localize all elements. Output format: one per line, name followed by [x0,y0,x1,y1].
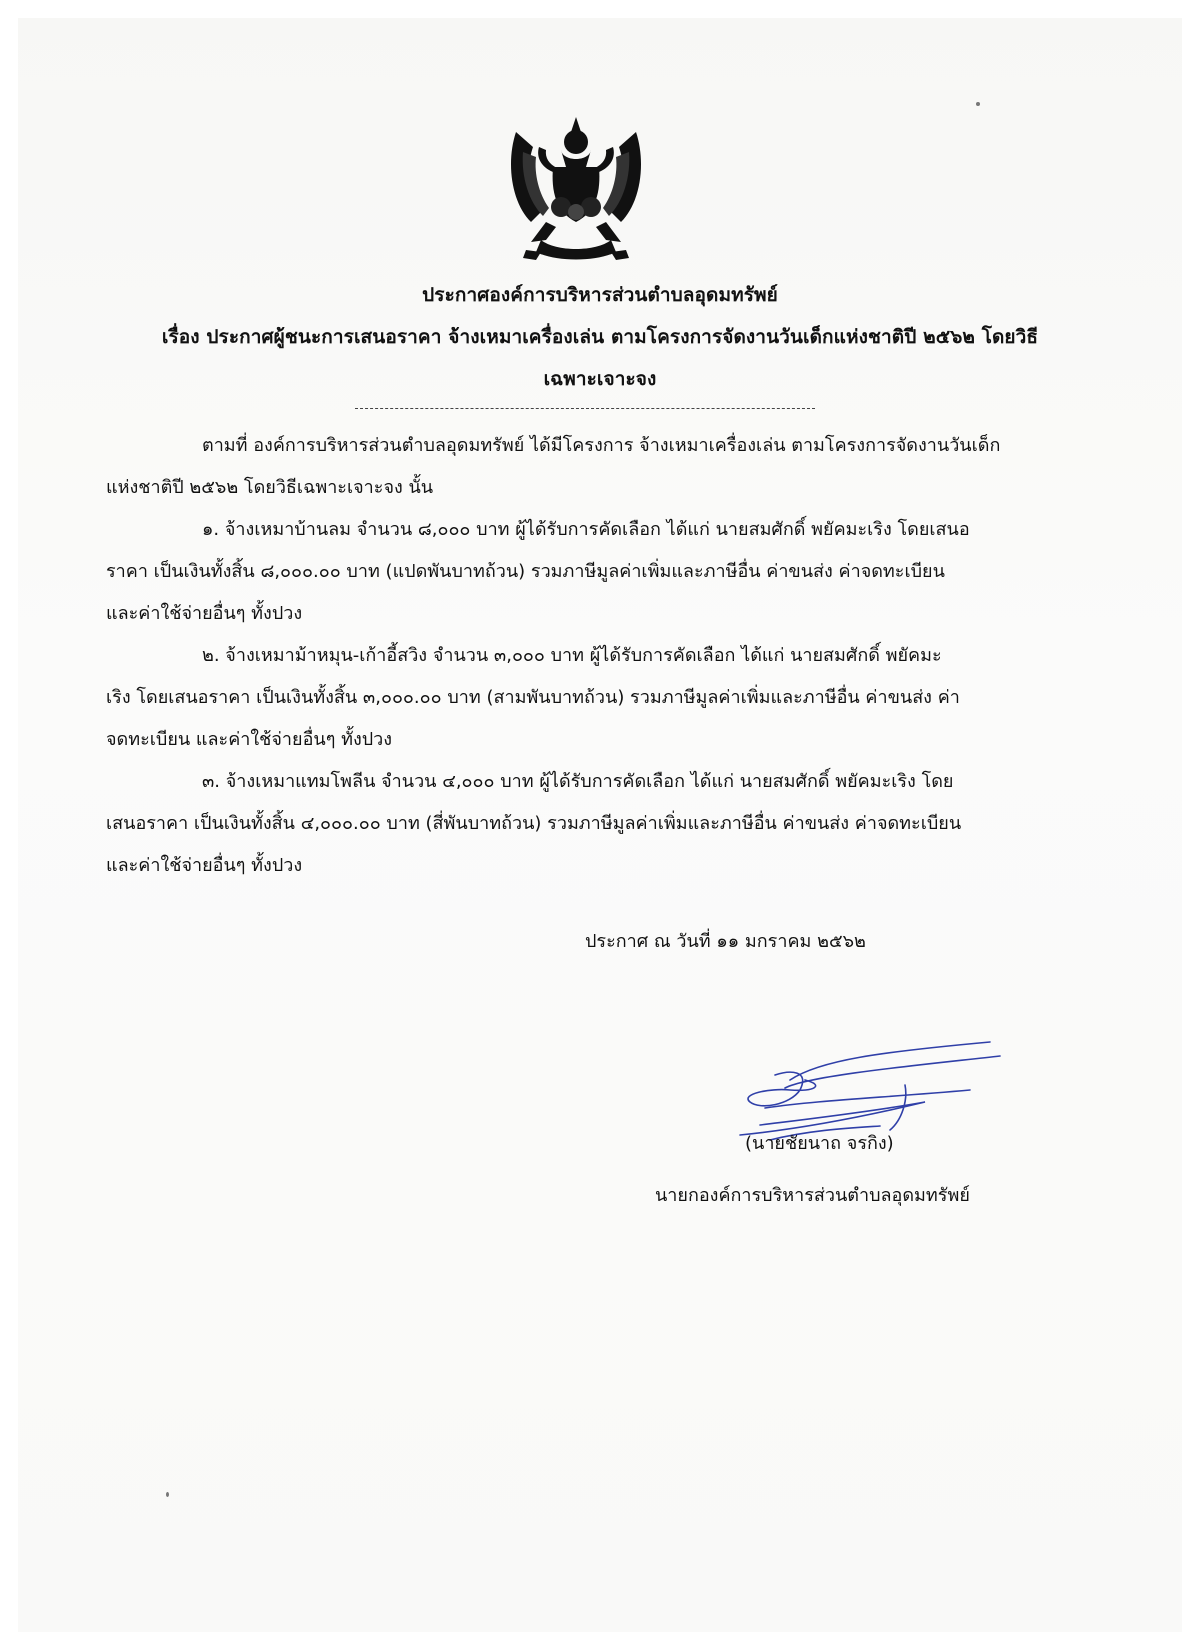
item-1-line-1: ๑. จ้างเหมาบ้านลม จำนวน ๘,๐๐๐ บาท ผู้ได้รับการคัดเลือก ได้แก่ นายสมศักดิ์ พยัคมะเริง โดยเสนอ [202,519,970,540]
item-3-line-1: ๓. จ้างเหมาแทมโพลีน จำนวน ๔,๐๐๐ บาท ผู้ได้รับการคัดเลือก ได้แก่ นายสมศักดิ์ พยัคมะเริง โดย [202,771,954,792]
scan-speck [976,102,980,106]
announcement-title: ประกาศองค์การบริหารส่วนตำบลอุดมทรัพย์ [422,284,778,306]
intro-line-1: ตามที่ องค์การบริหารส่วนตำบลอุดมทรัพย์ ได้มีโครงการ จ้างเหมาเครื่องเล่น ตามโครงการจัดงานวันเด็ก [202,435,1001,456]
intro-line-2: แห่งชาติปี ๒๕๖๒ โดยวิธีเฉพาะเจาะจง นั้น [106,477,434,498]
subject-line-1: เรื่อง ประกาศผู้ชนะการเสนอราคา จ้างเหมาเครื่องเล่น ตามโครงการจัดงานวันเด็กแห่งชาติปี ๒๕๖๒ โดยวิธี [161,326,1039,348]
item-2-line-1: ๒. จ้างเหมาม้าหมุน-เก้าอี้สวิง จำนวน ๓,๐๐๐ บาท ผู้ได้รับการคัดเลือก ได้แก่ นายสมศักดิ์ พยัคมะ [202,645,942,666]
signer-name: (นายชัยนาถ จรกิง) [745,1133,894,1154]
item-1-line-2: ราคา เป็นเงินทั้งสิ้น ๘,๐๐๐.๐๐ บาท (แปดพันบาทถ้วน) รวมภาษีมูลค่าเพิ่มและภาษีอื่น ค่าขนส่ง ค่าจดทะเบียน [106,561,945,582]
garuda-emblem-icon [501,112,651,272]
item-2-line-3: จดทะเบียน และค่าใช้จ่ายอื่นๆ ทั้งปวง [106,729,393,750]
item-3-line-3: และค่าใช้จ่ายอื่นๆ ทั้งปวง [106,855,303,876]
announcement-date: ประกาศ ณ วันที่ ๑๑ มกราคม ๒๕๖๒ [585,931,866,952]
item-2-line-2: เริง โดยเสนอราคา เป็นเงินทั้งสิ้น ๓,๐๐๐.๐๐ บาท (สามพันบาทถ้วน) รวมภาษีมูลค่าเพิ่มและภาษีอื่น ค่าขนส่ง ค่า [106,687,960,708]
signer-title: นายกองค์การบริหารส่วนตำบลอุดมทรัพย์ [655,1185,970,1206]
dashed-divider [355,408,815,409]
item-1-line-3: และค่าใช้จ่ายอื่นๆ ทั้งปวง [106,603,303,624]
subject-line-2: เฉพาะเจาะจง [543,368,657,390]
item-3-line-2: เสนอราคา เป็นเงินทั้งสิ้น ๔,๐๐๐.๐๐ บาท (สี่พันบาทถ้วน) รวมภาษีมูลค่าเพิ่มและภาษีอื่น ค่าขนส่ง ค่าจดทะเบียน [106,813,962,834]
scan-speck [166,1492,169,1497]
